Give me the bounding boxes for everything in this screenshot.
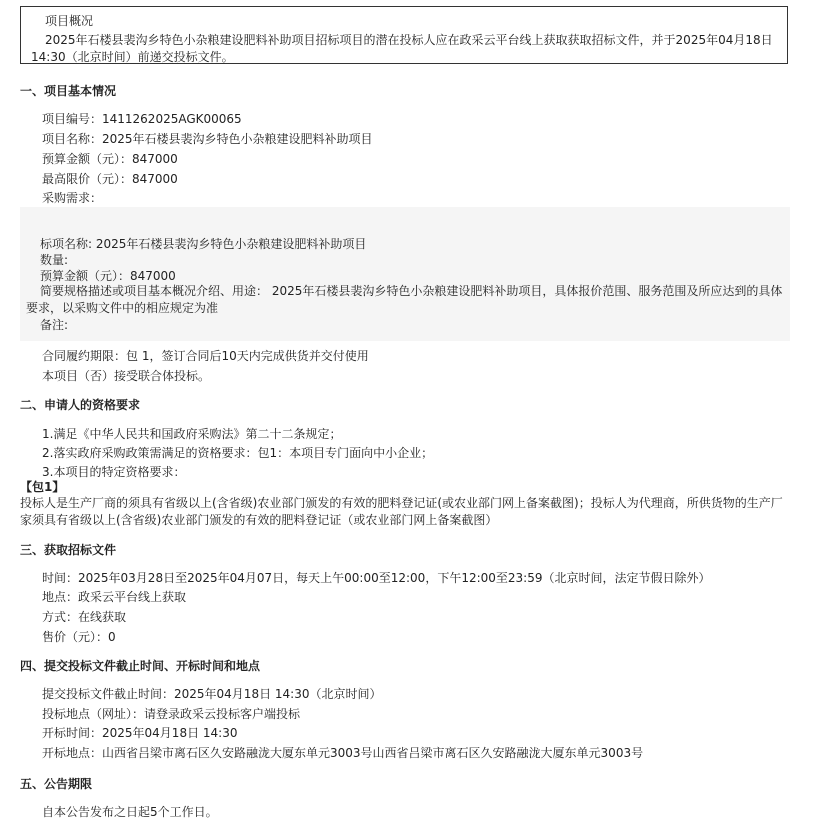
qualification-item: 2.落实政府采购政策需满足的资格要求：包1：本项目专门面向中小企业；: [42, 446, 434, 460]
package-label: 【包1】: [20, 480, 65, 494]
overview-title: 项目概况: [45, 14, 94, 28]
section-heading-obtain-documents: 三、获取招标文件: [20, 543, 117, 557]
budget-amount: 预算金额（元）：847000: [42, 152, 178, 166]
qualification-item: 3.本项目的特定资格要求：: [42, 465, 186, 479]
section-heading-deadline: 四、提交投标文件截止时间、开标时间和地点: [20, 659, 261, 673]
document-price: 售价（元）：0: [42, 630, 116, 644]
project-overview-box: [20, 6, 788, 64]
submission-deadline: 提交投标文件截止时间：2025年04月18日 14:30（北京时间）: [42, 687, 382, 701]
contract-period: 合同履约期限：包 1，签订合同后10天内完成供货并交付使用: [42, 349, 369, 363]
obtain-method: 方式：在线获取: [42, 610, 127, 624]
lot-name: 标项名称: 2025年石楼县裴沟乡特色小杂粮建设肥料补助项目: [40, 237, 367, 251]
lot-details-box: [20, 207, 790, 341]
procurement-requirements-label: 采购需求：: [42, 191, 103, 205]
opening-time: 开标时间：2025年04月18日 14:30: [42, 726, 238, 740]
section-heading-basic-info: 一、项目基本情况: [20, 84, 117, 98]
overview-body: 2025年石楼县裴沟乡特色小杂粮建设肥料补助项目招标项目的潜在投标人应在政采云平台线上获取获取招标文件，并于2025年04月18日 14:30（北京时间）前递交投标文件。: [31, 33, 773, 64]
lot-description: 简要规格描述或项目基本概况介绍、用途： 2025年石楼县裴沟乡特色小杂粮建设肥料补助项目，具体报价范围、服务范围及所应达到的具体要求，以采购文件中的相应规定为准: [26, 284, 783, 315]
section-heading-notice-period: 五、公告期限: [20, 777, 93, 791]
bid-location: 投标地点（网址）：请登录政采云投标客户端投标: [42, 707, 301, 721]
project-number: 项目编号：1411262025AGK00065: [42, 112, 242, 126]
lot-budget: 预算金额（元）：847000: [40, 269, 176, 283]
lot-quantity: 数量:: [40, 253, 69, 267]
package-requirement-text: 投标人是生产厂商的须具有省级以上(含省级)农业部门颁发的有效的肥料登记证(或农业部门网上备案截图)；投标人为代理商，所供货物的生产厂家须具有省级以上(含省级)农业部门颁发的有效的肥料登记证（或农业部门网上备案截图）: [20, 496, 783, 527]
max-price: 最高限价（元）：847000: [42, 172, 178, 186]
lot-remarks: 备注:: [40, 318, 69, 332]
project-name: 项目名称：2025年石楼县裴沟乡特色小杂粮建设肥料补助项目: [42, 132, 373, 146]
qualification-item: 1.满足《中华人民共和国政府采购法》第二十二条规定；: [42, 427, 342, 441]
obtain-time: 时间：2025年03月28日至2025年04月07日，每天上午00:00至12:00，下午12:00至23:59（北京时间，法定节假日除外）: [42, 571, 711, 585]
section-heading-qualifications: 二、申请人的资格要求: [20, 398, 141, 412]
obtain-location: 地点：政采云平台线上获取: [42, 590, 187, 604]
opening-location: 开标地点：山西省吕梁市离石区久安路融泷大厦东单元3003号山西省吕梁市离石区久安路融泷大厦东单元3003号: [42, 746, 644, 760]
consortium-note: 本项目（否）接受联合体投标。: [42, 369, 211, 383]
notice-period: 自本公告发布之日起5个工作日。: [42, 805, 218, 819]
